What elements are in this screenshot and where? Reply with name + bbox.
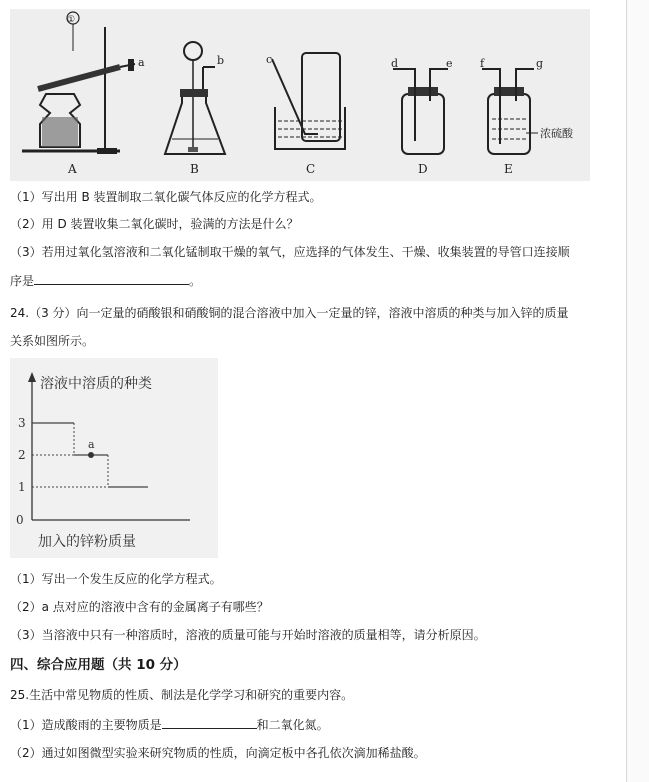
q24-part-2: （2）a 点对应的溶液中含有的金属离子有哪些？ <box>10 600 269 614</box>
answer-blank[interactable] <box>34 272 189 285</box>
label-c: C <box>306 162 316 176</box>
q24-intro-cont: 关系如图所示。 <box>10 334 95 348</box>
apparatus-a <box>22 12 135 153</box>
apparatus-e <box>482 69 538 154</box>
port-label-f: f <box>480 57 485 70</box>
q25-intro: 25.生活中常见物质的性质、制法是化学学习和研究的重要内容。 <box>10 688 354 702</box>
ytick-3: 3 <box>18 416 26 430</box>
label-e: E <box>504 162 513 176</box>
port-label-d: d <box>391 57 399 70</box>
q25-part-1-suffix: 和二氧化氮。 <box>256 718 329 732</box>
port-label-g: g <box>536 57 544 70</box>
q23-part-3-prefix: 序是 <box>10 274 35 288</box>
port-label-c: c <box>266 53 273 66</box>
q25-part-2: （2）通过如图微型实验来研究物质的性质，向滴定板中各孔依次滴加稀盐酸。 <box>10 746 426 760</box>
q23-part-2: （2）用 D 装置收集二氧化碳时，验满的方法是什么？ <box>10 217 299 231</box>
y-axis-label: 溶液中溶质的种类 <box>40 376 152 392</box>
apparatus-figure <box>10 9 590 181</box>
q24-part-3: （3）当溶液中只有一种溶质时，溶液的质量可能与开始时溶液的质量相等，请分析原因。 <box>10 628 486 642</box>
q23-part-3: （3）若用过氧化氢溶液和二氧化锰制取干燥的氧气，应选择的气体发生、干燥、收集装置的导管口连接顺 <box>10 245 570 259</box>
ytick-1: 1 <box>18 480 26 494</box>
ytick-2: 2 <box>18 448 26 462</box>
port-label-b: b <box>217 54 225 67</box>
answer-blank[interactable] <box>162 716 257 729</box>
page-edge <box>626 0 649 782</box>
q23-part-3-end: 。 <box>189 274 202 288</box>
label-b: B <box>190 162 199 176</box>
q24-part-1: （1）写出一个发生反应的化学方程式。 <box>10 572 222 586</box>
port-label-e: e <box>446 57 453 70</box>
q23-part-1: （1）写出用 B 装置制取二氧化碳气体反应的化学方程式。 <box>10 190 322 204</box>
apparatus-b <box>165 42 225 154</box>
ytick-0: 0 <box>16 513 24 527</box>
marker-1: ① <box>66 15 76 25</box>
q24-intro: 24.（3 分）向一定量的硝酸银和硝酸铜的混合溶液中加入一定量的锌，溶液中溶质的种类与加入锌的质量 <box>10 306 569 320</box>
x-axis-label: 加入的锌粉质量 <box>38 534 136 550</box>
solute-graph-svg <box>10 358 218 558</box>
y-axis-arrow <box>28 372 36 382</box>
q25-part-1-prefix: （1）造成酸雨的主要物质是 <box>10 718 162 732</box>
label-a: A <box>68 162 77 176</box>
apparatus-drawing <box>10 9 590 181</box>
q25-part-1 <box>10 716 329 733</box>
port-label-a: a <box>138 56 145 69</box>
acid-label: 浓硫酸 <box>540 127 573 140</box>
point-a-label: a <box>88 438 95 451</box>
section-4-heading: 四、综合应用题（共 10 分） <box>10 657 187 673</box>
apparatus-c <box>272 53 345 149</box>
label-d: D <box>418 162 428 176</box>
solute-graph <box>10 358 218 558</box>
q23-part-3-cont <box>10 272 201 289</box>
point-a <box>88 452 94 458</box>
apparatus-d <box>393 69 448 154</box>
